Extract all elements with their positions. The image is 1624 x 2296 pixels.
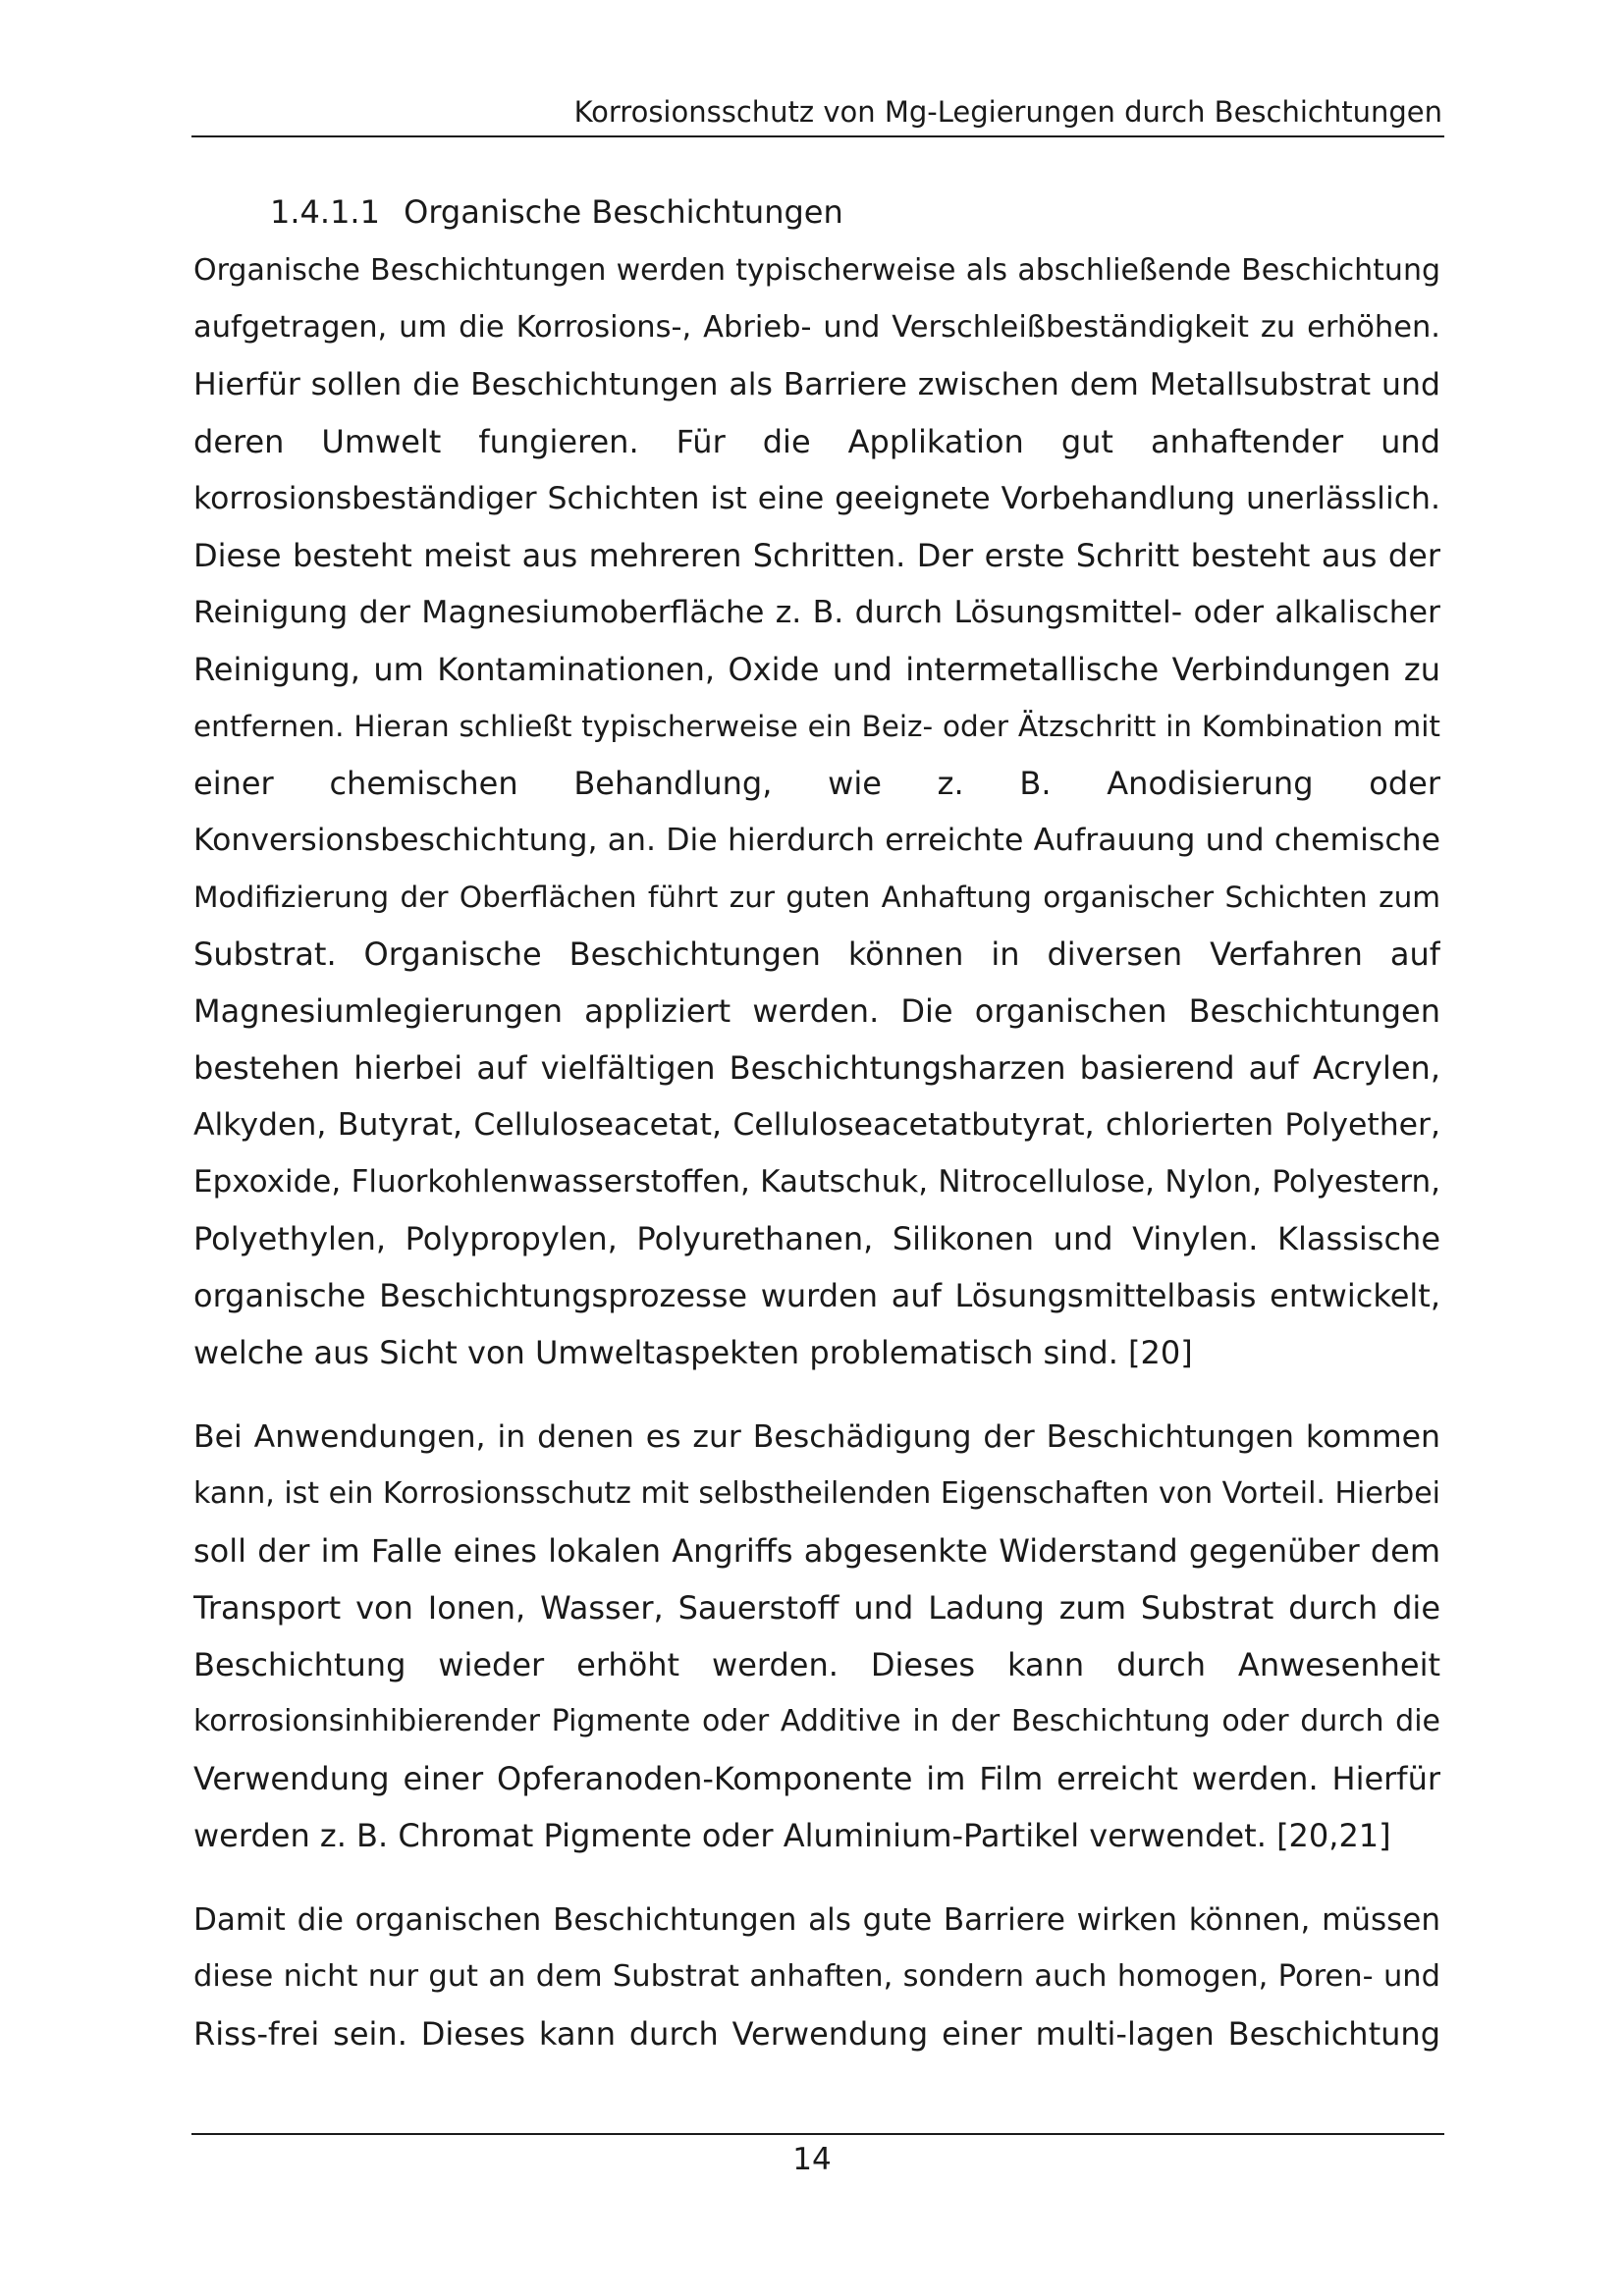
text-line: Konversionsbeschichtung, an. Die hierdurch erreichte Aufrauung und chemische: [193, 823, 1440, 858]
text-line: einer chemischen Behandlung, wie z. B. Anodisierung oder: [193, 765, 1440, 802]
header-rule: [191, 135, 1444, 137]
text-line: Riss-frei sein. Dieses kann durch Verwendung einer multi-lagen Beschichtung: [193, 2015, 1440, 2053]
text-line: Modifizierung der Oberflächen führt zur guten Anhaftung organischer Schichten zum: [193, 881, 1440, 914]
text-line: Organische Beschichtungen werden typischerweise als abschließende Beschichtung: [193, 253, 1440, 288]
text-line: organische Beschichtungsprozesse wurden auf Lösungsmittelbasis entwickelt,: [193, 1277, 1440, 1314]
text-line: Epxoxide, Fluorkohlenwasserstoffen, Kautschuk, Nitrocellulose, Nylon, Polyestern,: [193, 1164, 1440, 1200]
body-text: [193, 242, 1440, 2062]
page-number: 14: [792, 2142, 832, 2177]
section-heading: [270, 192, 843, 232]
text-line: korrosionsbeständiger Schichten ist eine geeignete Vorbehandlung unerlässlich.: [193, 481, 1440, 516]
text-line: deren Umwelt fungieren. Für die Applikation gut anhaftender und: [193, 423, 1440, 460]
text-line: Reinigung, um Kontaminationen, Oxide und intermetallische Verbindungen zu: [193, 651, 1440, 688]
running-header: Korrosionsschutz von Mg-Legierungen durch Beschichtungen: [573, 95, 1442, 129]
text-line: entfernen. Hieran schließt typischerweise ein Beiz- oder Ätzschritt in Kombination mit: [193, 710, 1440, 743]
text-line: werden z. B. Chromat Pigmente oder Aluminium-Partikel verwendet. [20,21]: [193, 1817, 1391, 1854]
text-line: Magnesiumlegierungen appliziert werden. Die organischen Beschichtungen: [193, 992, 1440, 1030]
section-number: 1.4.1.1: [270, 193, 380, 231]
text-line: Diese besteht meist aus mehreren Schritten. Der erste Schritt besteht aus der: [193, 537, 1440, 574]
text-line: diese nicht nur gut an dem Substrat anhaften, sondern auch homogen, Poren- und: [193, 1959, 1440, 1994]
text-line: kann, ist ein Korrosionsschutz mit selbstheilenden Eigenschaften von Vorteil. Hierbei: [193, 1476, 1440, 1511]
text-line: Alkyden, Butyrat, Celluloseacetat, Celluloseacetatbutyrat, chlorierten Polyether,: [193, 1107, 1440, 1143]
text-line: Polyethylen, Polypropylen, Polyurethanen, Silikonen und Vinylen. Klassische: [193, 1220, 1440, 1257]
text-line: aufgetragen, um die Korrosions-, Abrieb- und Verschleißbeständigkeit zu erhöhen.: [193, 310, 1440, 345]
text-line: Reinigung der Magnesiumoberfläche z. B. durch Lösungsmittel- oder alkalischer: [193, 595, 1440, 630]
text-line: Substrat. Organische Beschichtungen können in diversen Verfahren auf: [193, 935, 1440, 973]
paragraph-2: [193, 1409, 1440, 1864]
paragraph-3: [193, 1892, 1440, 2062]
text-line: soll der im Falle eines lokalen Angriffs abgesenkte Widerstand gegenüber dem: [193, 1532, 1440, 1570]
text-line: Verwendung einer Opferanoden-Komponente im Film erreicht werden. Hierfür: [193, 1760, 1440, 1797]
text-line: Bei Anwendungen, in denen es zur Beschädigung der Beschichtungen kommen: [193, 1419, 1440, 1455]
text-line: welche aus Sicht von Umweltaspekten problematisch sind. [20]: [193, 1334, 1193, 1371]
text-line: Damit die organischen Beschichtungen als gute Barriere wirken können, müssen: [193, 1902, 1440, 1938]
text-line: korrosionsinhibierender Pigmente oder Additive in der Beschichtung oder durch die: [193, 1704, 1440, 1738]
text-line: Hierfür sollen die Beschichtungen als Barriere zwischen dem Metallsubstrat und: [193, 367, 1440, 402]
text-line: Transport von Ionen, Wasser, Sauerstoff und Ladung zum Substrat durch die: [193, 1589, 1440, 1627]
text-line: Beschichtung wieder erhöht werden. Dieses kann durch Anwesenheit: [193, 1646, 1440, 1683]
paragraph-1: [193, 242, 1440, 1381]
footer-rule: [191, 2133, 1444, 2135]
text-line: bestehen hierbei auf vielfältigen Beschichtungsharzen basierend auf Acrylen,: [193, 1049, 1440, 1087]
section-title: Organische Beschichtungen: [404, 193, 843, 231]
